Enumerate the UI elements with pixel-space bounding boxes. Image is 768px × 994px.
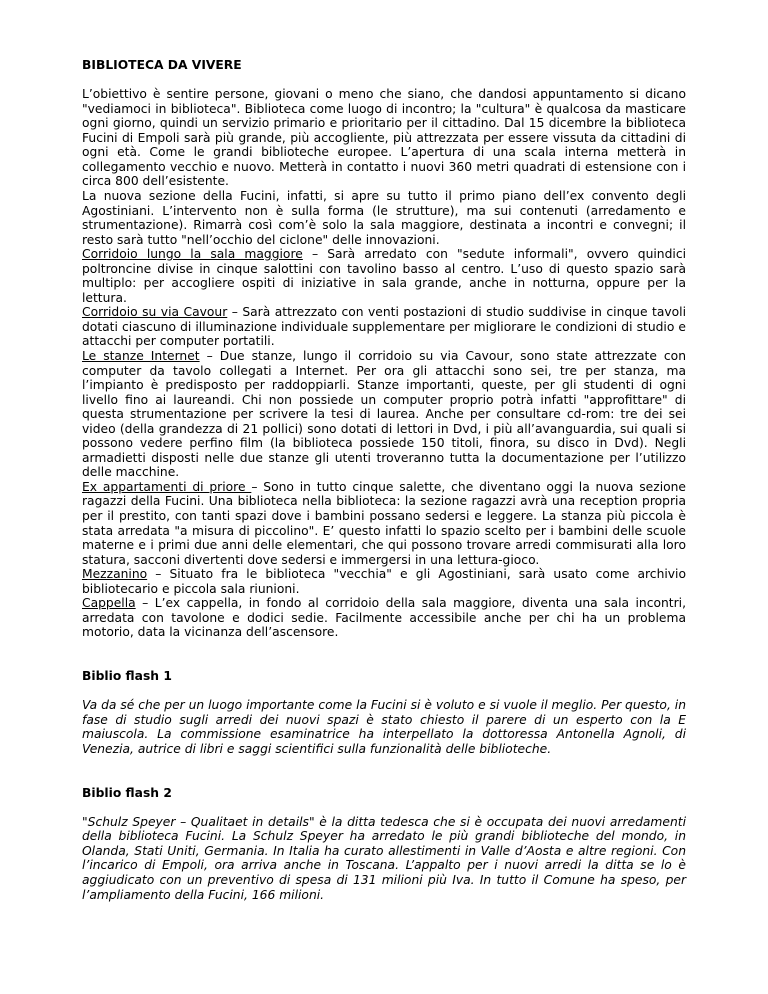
flash-1-text: Va da sé che per un luogo importante come la Fucini si è voluto e si vuole il meglio. Per questo, in fase di studio sugli arredi dei nuovi spazi è stato chiesto il parere di un esperto con la E maiuscola. La commissione esaminatrice ha interpellato la dottoressa Antonella Agnoli, di Venezia, autrice di libri e saggi scientifici sulla funzionalità delle biblioteche. bbox=[82, 698, 686, 756]
section-mezzanino bbox=[82, 567, 686, 596]
section-cappella bbox=[82, 596, 686, 640]
article-body bbox=[82, 87, 686, 640]
spacer bbox=[82, 771, 686, 786]
section-text: – Sono in tutto cinque salette, che diventano oggi la nuova sezione ragazzi della Fucini. Una biblioteca nella biblioteca: la sezione ragazzi avrà una reception propria per il prestito, con tanti spazi dove i bambini possano sedersi e leggere. La stanza più piccola è stata arredata "a misura di piccolino". E’ questo infatti lo spazio scelto per i bambini delle scuole materne e i primi due anni delle elementari, che qui possono trovare arredi commisurati alla loro statura, sacconi divertenti dove sedersi e immergersi in una lettura-gioco. bbox=[82, 479, 686, 567]
section-text: – L’ex cappella, in fondo al corridoio della sala maggiore, diventa una sala incontri, arredata con tavolone e dodici sedie. Facilmente accessibile anche per chi ha un problema motorio, data la vicinanza dell’ascensore. bbox=[82, 596, 686, 640]
spacer bbox=[82, 640, 686, 655]
section-label: Ex appartamenti di priore bbox=[82, 479, 252, 494]
section-text: – Due stanze, lungo il corridoio su via Cavour, sono state attrezzate con computer da tavolo collegati a Internet. Per ora gli attacchi sono sei, tre per stanza, ma l’impianto è predisposto per raddoppiarli. Stanze importanti, queste, per gli studenti di ogni livello fino ai laureandi. Chi non possiede un computer proprio potrà infatti "approfittare" di questa strumentazione per scrivere la tesi di laurea. Anche per consultare cd-rom: tre dei sei video (della grandezza di 21 pollici) sono dotati di lettori in Dvd, i più all’avanguardia, sui quali si possono vedere perfino film (la biblioteca possiede 150 titoli, finora, su disco in Dvd). Negli armadietti disposti nelle due stanze gli utenti troveranno tutta la documentazione per l’utilizzo delle macchine. bbox=[82, 348, 686, 480]
section-corridoio-sala-maggiore bbox=[82, 247, 686, 305]
flash-1-heading: Biblio flash 1 bbox=[82, 669, 172, 684]
section-label: Cappella bbox=[82, 596, 136, 611]
document-title: BIBLIOTECA DA VIVERE bbox=[82, 58, 242, 72]
section-corridoio-via-cavour bbox=[82, 305, 686, 349]
section-label: Mezzanino bbox=[82, 567, 148, 582]
section-label: Le stanze Internet bbox=[82, 348, 200, 363]
section-label: Corridoio lungo la sala maggiore bbox=[82, 247, 303, 262]
intro-paragraph-2: La nuova sezione della Fucini, infatti, si apre su tutto il primo piano dell’ex convento degli Agostiniani. L’intervento non è sulla forma (le strutture), ma sui contenuti (arredamento e strumentazione). Rimarrà così com’è solo la sala maggiore, destinata a incontri e convegni; il resto sarà tutto "nell’occhio del ciclone" delle innovazioni. bbox=[82, 188, 686, 247]
section-stanze-internet bbox=[82, 349, 686, 480]
section-text: – Sarà arredato con "sedute informali", ovvero quindici poltroncine divise in cinque salottini con tavolino basso al centro. L’uso di questo spazio sarà multiplo: per accogliere ospiti di iniziative in sala grande, anche in notturna, oppure per la lettura. bbox=[82, 247, 687, 305]
section-ex-appartamenti-priore bbox=[82, 480, 686, 567]
document-page bbox=[82, 58, 686, 902]
spacer bbox=[82, 756, 686, 771]
section-label: Corridoio su via Cavour bbox=[82, 305, 228, 320]
flash-2-text: "Schulz Speyer – Qualitaet in details" è la ditta tedesca che si è occupata dei nuovi arredamenti della biblioteca Fucini. La Schulz Speyer ha arredato le più grandi biblioteche del mondo, in Olanda, Stati Uniti, Germania. In Italia ha curato allestimenti in Valle d’Aosta e altre regioni. Con l’incarico di Empoli, ora arriva anche in Toscana. L’appalto per i nuovi arredi la ditta se lo è aggiudicato con un preventivo di spesa di 131 milioni più Iva. In tutto il Comune ha speso, per l’ampliamento della Fucini, 166 milioni. bbox=[82, 814, 686, 902]
section-text: – Sarà attrezzato con venti postazioni di studio suddivise in cinque tavoli dotati ciascuno di illuminazione individuale supplementare per migliorare le condizioni di studio e attacchi per computer portatili. bbox=[82, 305, 686, 349]
spacer bbox=[82, 655, 686, 670]
intro-paragraph-1: L’obiettivo è sentire persone, giovani o meno che siano, che dandosi appuntamento si dicano "vediamoci in biblioteca". Biblioteca come luogo di incontro; la "cultura" è qualcosa da masticare ogni giorno, quindi un servizio primario e prioritario per il cittadino. Dal 15 dicembre la biblioteca Fucini di Empoli sarà più grande, più accogliente, più attrezzata per essere vissuta da cittadini di ogni età. Come le grandi biblioteche europee. L’apertura di una scala interna metterà in collegamento vecchio e nuovo. Metterà in contatto i nuovi 360 metri quadrati di estensione con i circa 800 dell’esistente. bbox=[82, 87, 686, 189]
flash-2-heading: Biblio flash 2 bbox=[82, 785, 172, 800]
section-text: – Situato fra le biblioteca "vecchia" e gli Agostiniani, sarà usato come archivio bibliotecario e piccola sala riunioni. bbox=[82, 567, 686, 596]
